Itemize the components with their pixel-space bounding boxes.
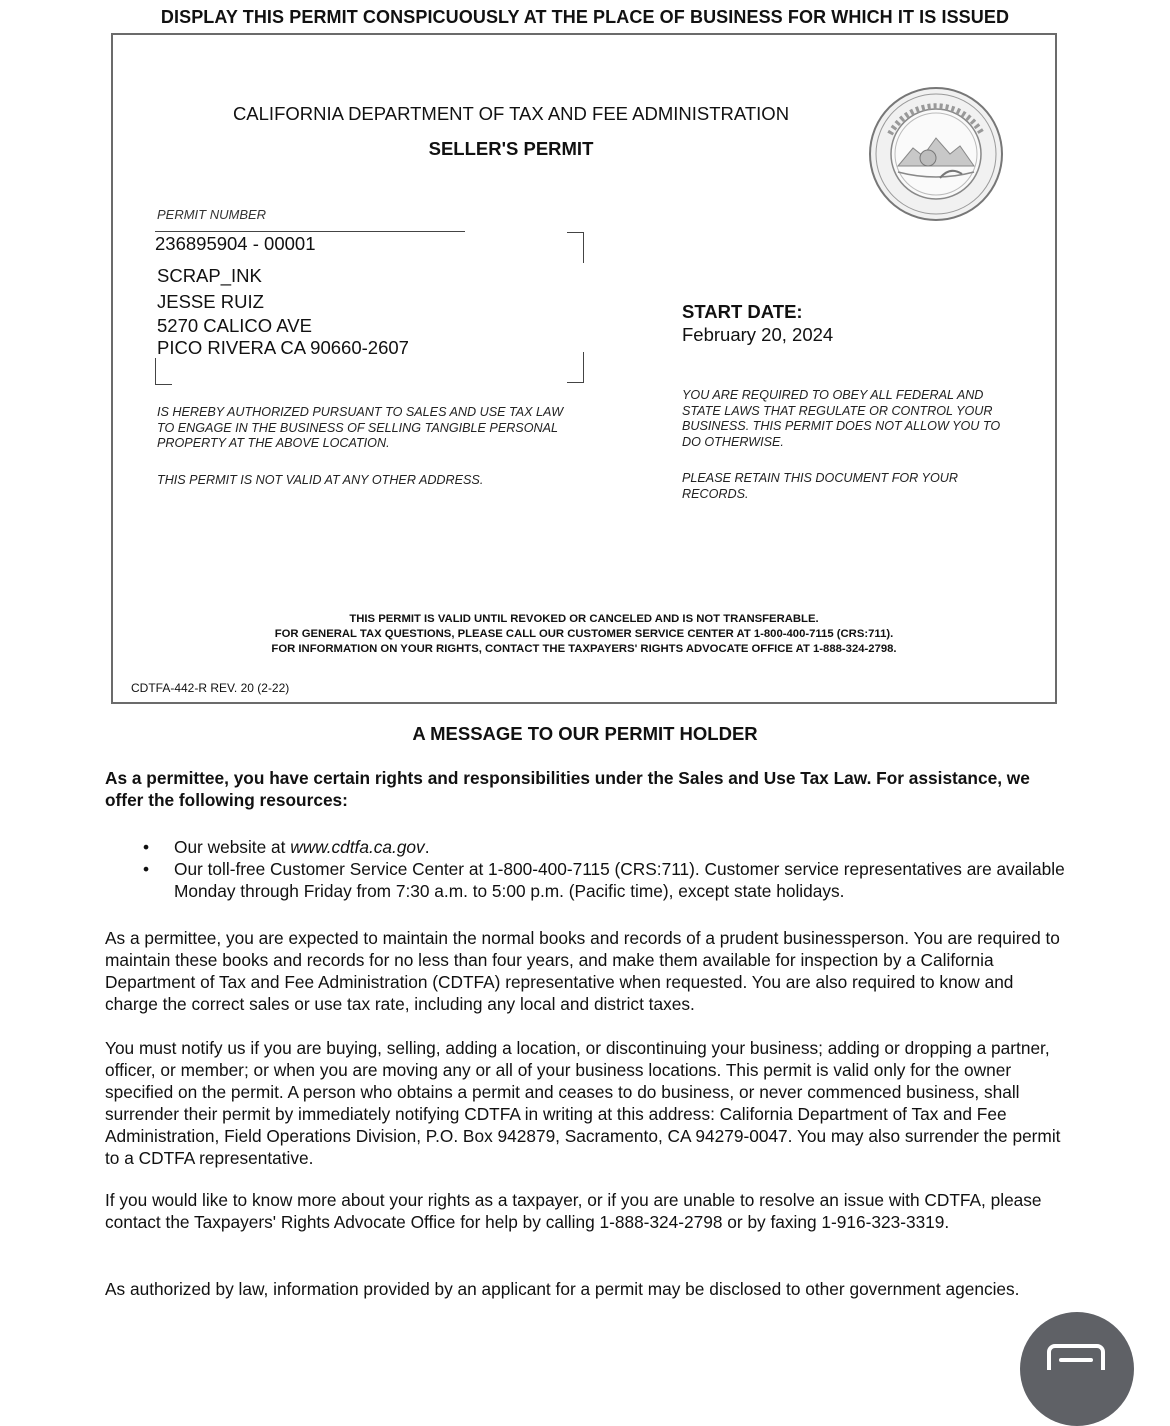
start-date-label: START DATE: (682, 301, 803, 322)
permit-number: 236895904 - 00001 (155, 233, 316, 254)
resource-list (105, 836, 1065, 902)
business-name: SCRAP_INK (157, 265, 262, 286)
website-link[interactable]: www.cdtfa.ca.gov (290, 837, 425, 857)
list-item (105, 858, 1065, 902)
permit-footer-line-2: FOR GENERAL TAX QUESTIONS, PLEASE CALL OUR CUSTOMER SERVICE CENTER AT 1-800-400-7115 (CRS:711). (274, 628, 894, 640)
start-date: February 20, 2024 (682, 324, 834, 345)
authorization-text: IS HEREBY AUTHORIZED PURSUANT TO SALES AND USE TAX LAW TO ENGAGE IN THE BUSINESS OF SELLING TANGIBLE PERSONAL PROPERTY AT THE ABOVE LOCATION. (157, 405, 564, 450)
list-item (105, 836, 1065, 858)
notification-paragraph: You must notify us if you are buying, selling, adding a location, or discontinuing your business; adding or dropping a partner, officer, or member; or when you are moving any or all of your business locations. This permit is valid only for the owner specified on the permit. A person who obtains a permit and ceases to do business, or never commenced business, shall surrender their permit by immediately notifying CDTFA in writing at this address: California Department of Tax and Fee Administration, Field Operations Division, P.O. Box 942879, Sacramento, CA 94279-0047. You may also surrender the permit to a CDTFA representative. (105, 1038, 1061, 1168)
address-bracket-top-right (567, 232, 584, 263)
address-bracket-bottom-left (155, 358, 172, 385)
obey-laws-text: YOU ARE REQUIRED TO OBEY ALL FEDERAL AND STATE LAWS THAT REGULATE OR CONTROL YOUR BUSINESS. THIS PERMIT DOES NOT ALLOW YOU TO DO OTHERWISE. (682, 388, 1001, 449)
address-validity-text: THIS PERMIT IS NOT VALID AT ANY OTHER ADDRESS. (157, 473, 484, 487)
permit-footer-line-1: THIS PERMIT IS VALID UNTIL REVOKED OR CANCELED AND IS NOT TRANSFERABLE. (349, 613, 819, 625)
website-suffix: . (424, 837, 430, 857)
retain-document-text: PLEASE RETAIN THIS DOCUMENT FOR YOUR RECORDS. (682, 471, 958, 501)
records-paragraph: As a permittee, you are expected to maintain the normal books and records of a prudent businessperson. You are required to maintain these books and records for no less than four years, and make them available for inspection by a California Department of Tax and Fee Administration (CDTFA) representative when requested. You are also required to know and charge the correct sales or use tax rate, including any local and district taxes. (105, 928, 1060, 1014)
display-banner: DISPLAY THIS PERMIT CONSPICUOUSLY AT THE PLACE OF BUSINESS FOR WHICH IT IS ISSUED (160, 7, 1010, 27)
permit-title: SELLER'S PERMIT (428, 138, 594, 159)
city-state-zip: PICO RIVERA CA 90660-2607 (157, 337, 409, 358)
taxpayer-rights-paragraph: If you would like to know more about your rights as a taxpayer, or if you are unable to resolve an issue with CDTFA, please contact the Taxpayers' Rights Advocate Office for help by calling 1-888-324-2798 or by faxing 1-916-323-3319. (105, 1190, 1042, 1232)
agency-name: CALIFORNIA DEPARTMENT OF TAX AND FEE ADMINISTRATION (232, 103, 790, 124)
form-code: CDTFA-442-R REV. 20 (2-22) (131, 681, 290, 695)
permit-number-rule (155, 231, 465, 232)
bullet-symbol: • (143, 859, 150, 879)
customer-service-text: Our toll-free Customer Service Center at 1-800-400-7115 (CRS:711). Customer service representatives are available Monday through Friday from 7:30 a.m. to 5:00 p.m. (Pacific time), except state holidays. (174, 859, 1065, 901)
address-bracket-bottom-right (567, 352, 584, 383)
owner-name: JESSE RUIZ (157, 291, 264, 312)
permit-footer (111, 612, 1057, 657)
street-address: 5270 CALICO AVE (157, 315, 312, 336)
message-intro: As a permittee, you have certain rights and responsibilities under the Sales and Use Tax Law. For assistance, we offer the following resources: (105, 768, 1030, 810)
website-prefix: Our website at (174, 837, 291, 857)
disclosure-paragraph: As authorized by law, information provided by an applicant for a permit may be disclosed to other government agencies. (105, 1279, 1020, 1299)
bullet-symbol: • (143, 837, 150, 857)
message-title: A MESSAGE TO OUR PERMIT HOLDER (412, 723, 758, 744)
state-seal-icon (868, 86, 1004, 222)
permit-number-label: PERMIT NUMBER (157, 207, 267, 222)
permit-footer-line-3: FOR INFORMATION ON YOUR RIGHTS, CONTACT THE TAXPAYERS' RIGHTS ADVOCATE OFFICE AT 1-888-324-2798. (271, 643, 897, 655)
